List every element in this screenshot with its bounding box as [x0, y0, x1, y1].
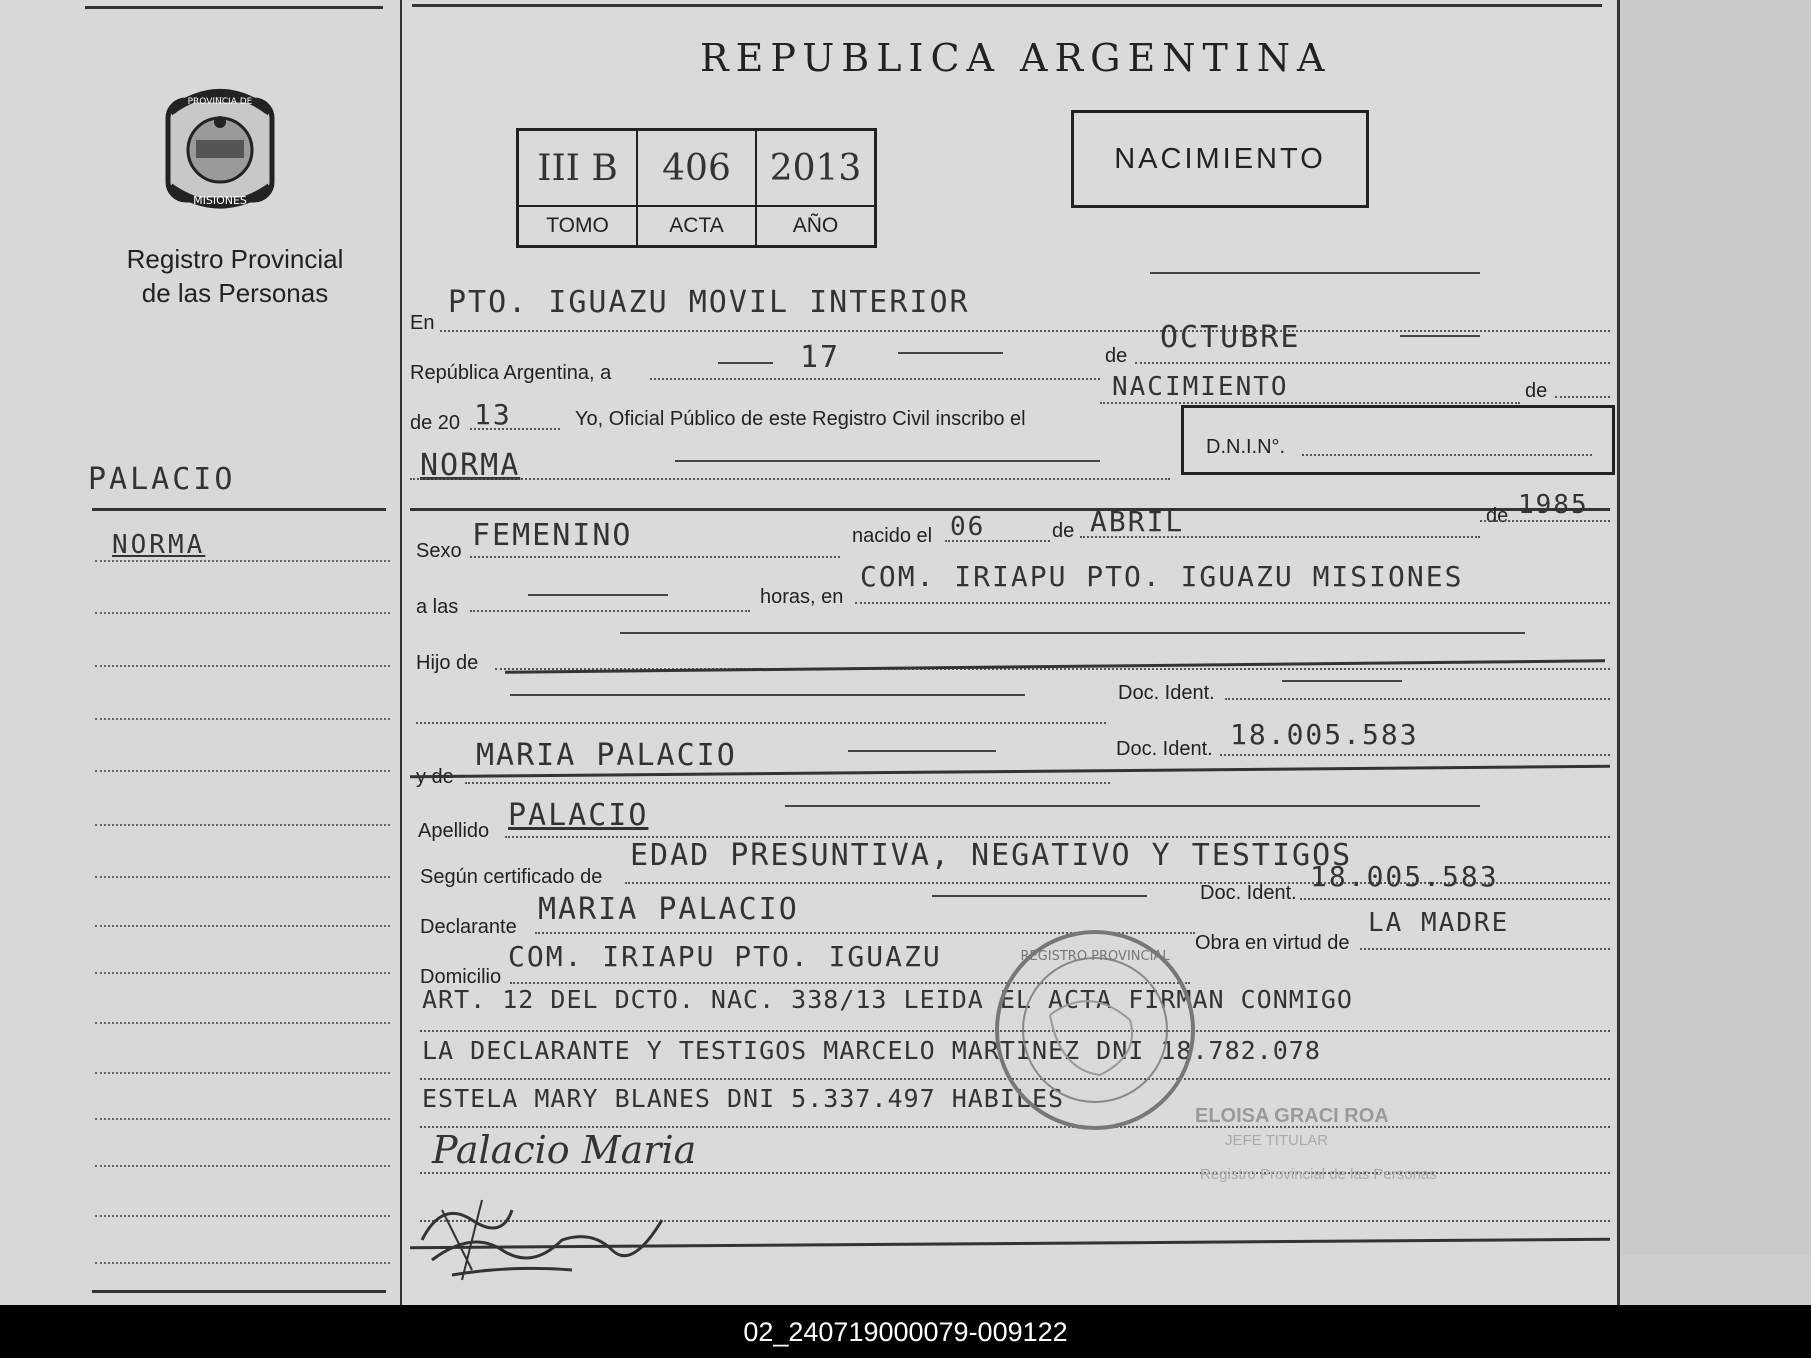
- official-office: Registro Provincial de las Personas: [1200, 1166, 1437, 1183]
- dni-box: [1181, 405, 1615, 475]
- margin-line: [95, 972, 390, 974]
- label-republica: República Argentina, a: [410, 362, 612, 384]
- registry-office-title: [60, 242, 410, 310]
- filler-line: [1400, 335, 1480, 337]
- officer-signature-icon: [412, 1180, 672, 1290]
- value-dia: 17: [800, 340, 841, 375]
- filler-line: [932, 895, 1147, 897]
- filler-line: [620, 632, 1525, 634]
- value-nac-anio: 1985: [1518, 490, 1589, 520]
- dotted-line: [416, 722, 1106, 724]
- value-mes: OCTUBRE: [1160, 320, 1301, 355]
- value-sexo: FEMENINO: [472, 518, 633, 553]
- seal-top-text: PROVINCIA DE: [187, 97, 253, 107]
- label-segun: Según certificado de: [420, 866, 603, 888]
- filler-line: [898, 352, 1003, 354]
- margin-line: [95, 770, 390, 772]
- office-line-2: de las Personas: [141, 278, 329, 308]
- margin-line: [95, 560, 390, 562]
- margin-line: [95, 665, 390, 667]
- label-en: En: [410, 312, 435, 334]
- dotted-line: [470, 610, 750, 612]
- margin-given-name: NORMA: [112, 530, 206, 560]
- value-apellido: PALACIO: [508, 798, 649, 833]
- top-rule: [85, 6, 383, 9]
- label-de-3: de: [1052, 520, 1075, 542]
- label-sexo: Sexo: [416, 540, 462, 562]
- label-hijo-de: Hijo de: [416, 652, 479, 674]
- official-stamp-icon: [990, 925, 1200, 1135]
- dotted-line: [1135, 362, 1610, 364]
- filler-line: [510, 694, 1025, 696]
- dotted-line: [1100, 402, 1520, 404]
- margin-line: [95, 1022, 390, 1024]
- footer-bar: [0, 1305, 1811, 1358]
- official-name: ELOISA GRACI ROA: [1195, 1105, 1389, 1127]
- tomo-label: TOMO: [518, 206, 638, 247]
- label-yo: Yo, Oficial Público de este Registro Civil inscribo el: [575, 408, 1026, 430]
- dotted-line: [470, 556, 840, 558]
- label-de-2: de: [1525, 380, 1548, 402]
- label-dni: D.N.I.N°.: [1206, 436, 1286, 458]
- margin-line: [95, 1165, 390, 1167]
- filler-line: [675, 460, 1100, 462]
- seal-bottom-text: MISIONES: [193, 194, 247, 207]
- margin-line: [95, 1262, 390, 1264]
- label-domicilio: Domicilio: [420, 966, 502, 988]
- label-apellido: Apellido: [418, 820, 490, 842]
- value-nac-mes: ABRIL: [1090, 505, 1185, 538]
- value-nota-2: LA DECLARANTE Y TESTIGOS MARCELO MARTINEZ DNI 18.782.078: [422, 1036, 1321, 1065]
- dotted-line: [410, 478, 1170, 480]
- value-anio: 13: [474, 398, 512, 431]
- label-doc-ident-3: Doc. Ident.: [1200, 882, 1297, 904]
- value-obra: LA MADRE: [1368, 908, 1510, 938]
- registry-number-table: [516, 128, 877, 248]
- dotted-line: [1480, 520, 1610, 522]
- dotted-line: [1300, 898, 1610, 900]
- label-a-las: a las: [416, 596, 459, 618]
- anio-value: 2013: [756, 130, 876, 207]
- filler-line: [848, 750, 996, 752]
- filler-line: [1282, 680, 1402, 682]
- record-type-box: NACIMIENTO: [1071, 110, 1369, 208]
- filler-line: [718, 362, 773, 364]
- margin-line: [95, 1072, 390, 1074]
- label-horas: horas, en: [760, 586, 844, 608]
- next-page-edge: [1615, 0, 1811, 1255]
- tomo-value: III B: [518, 130, 638, 207]
- dotted-line: [1225, 698, 1610, 700]
- label-obra: Obra en virtud de: [1195, 932, 1350, 954]
- label-doc-ident-1: Doc. Ident.: [1118, 682, 1215, 704]
- dotted-line: [465, 782, 1110, 784]
- section-rule: [410, 508, 1610, 511]
- dotted-line: [440, 330, 1610, 332]
- value-certificado: EDAD PRESUNTIVA, NEGATIVO Y TESTIGOS: [630, 838, 1353, 873]
- margin-rule: [92, 508, 386, 511]
- country-heading: REPUBLICA ARGENTINA: [700, 36, 1332, 80]
- margin-line: [95, 612, 390, 614]
- label-de-1: de: [1105, 345, 1128, 367]
- dotted-line: [1220, 754, 1610, 756]
- dotted-line: [650, 378, 1100, 380]
- value-madre-doc: 18.005.583: [1230, 718, 1419, 751]
- acta-label: ACTA: [637, 206, 756, 247]
- value-lugar: PTO. IGUAZU MOVIL INTERIOR: [448, 285, 970, 320]
- margin-line: [95, 876, 390, 878]
- stamp-text: REGISTRO PROVINCIAL: [1020, 949, 1170, 964]
- top-rule: [412, 4, 1602, 7]
- dotted-line: [1302, 454, 1592, 456]
- value-acto: NACIMIENTO: [1112, 372, 1289, 402]
- label-nacido: nacido el: [852, 525, 933, 547]
- label-declarante: Declarante: [420, 916, 517, 938]
- margin-line: [95, 718, 390, 720]
- filler-line: [528, 594, 668, 596]
- office-line-1: Registro Provincial: [126, 244, 344, 274]
- anio-label: AÑO: [756, 206, 876, 247]
- value-lugar-nac: COM. IRIAPU PTO. IGUAZU MISIONES: [860, 560, 1464, 593]
- filler-line: [785, 805, 1480, 807]
- misiones-seal-icon: [160, 82, 280, 217]
- acta-value: 406: [637, 130, 756, 207]
- value-nota-1: ART. 12 DEL DCTO. NAC. 338/13 LEIDA EL ACTA FIRMAN CONMIGO: [422, 985, 1353, 1014]
- value-declarante: MARIA PALACIO: [538, 892, 799, 927]
- label-de-19: de: [1486, 505, 1509, 527]
- margin-line: [95, 925, 390, 927]
- margin-line: [95, 824, 390, 826]
- value-declarante-doc: 18.005.583: [1310, 860, 1499, 893]
- value-nac-dia: 06: [950, 512, 986, 542]
- label-doc-ident-2: Doc. Ident.: [1116, 738, 1213, 760]
- value-nombre: NORMA: [420, 448, 521, 483]
- value-domicilio: COM. IRIAPU PTO. IGUAZU: [508, 940, 942, 973]
- dotted-line: [1360, 948, 1610, 950]
- label-de-20: de 20: [410, 412, 461, 434]
- image-code: 02_240719000079-009122: [743, 1317, 1068, 1347]
- margin-line: [95, 1215, 390, 1217]
- margin-bottom-rule: [92, 1290, 386, 1293]
- official-role: JEFE TITULAR: [1225, 1132, 1329, 1149]
- value-nota-3: ESTELA MARY BLANES DNI 5.337.497 HABILES: [422, 1084, 1065, 1113]
- dotted-line: [855, 602, 1610, 604]
- left-page-stub: [0, 0, 400, 1305]
- dotted-line: [1555, 396, 1610, 398]
- declarant-signature: Palacio Maria: [432, 1128, 697, 1172]
- filler-line: [1150, 272, 1480, 274]
- margin-surname: PALACIO: [88, 462, 236, 497]
- margin-line: [95, 1118, 390, 1120]
- value-madre: MARIA PALACIO: [476, 738, 737, 773]
